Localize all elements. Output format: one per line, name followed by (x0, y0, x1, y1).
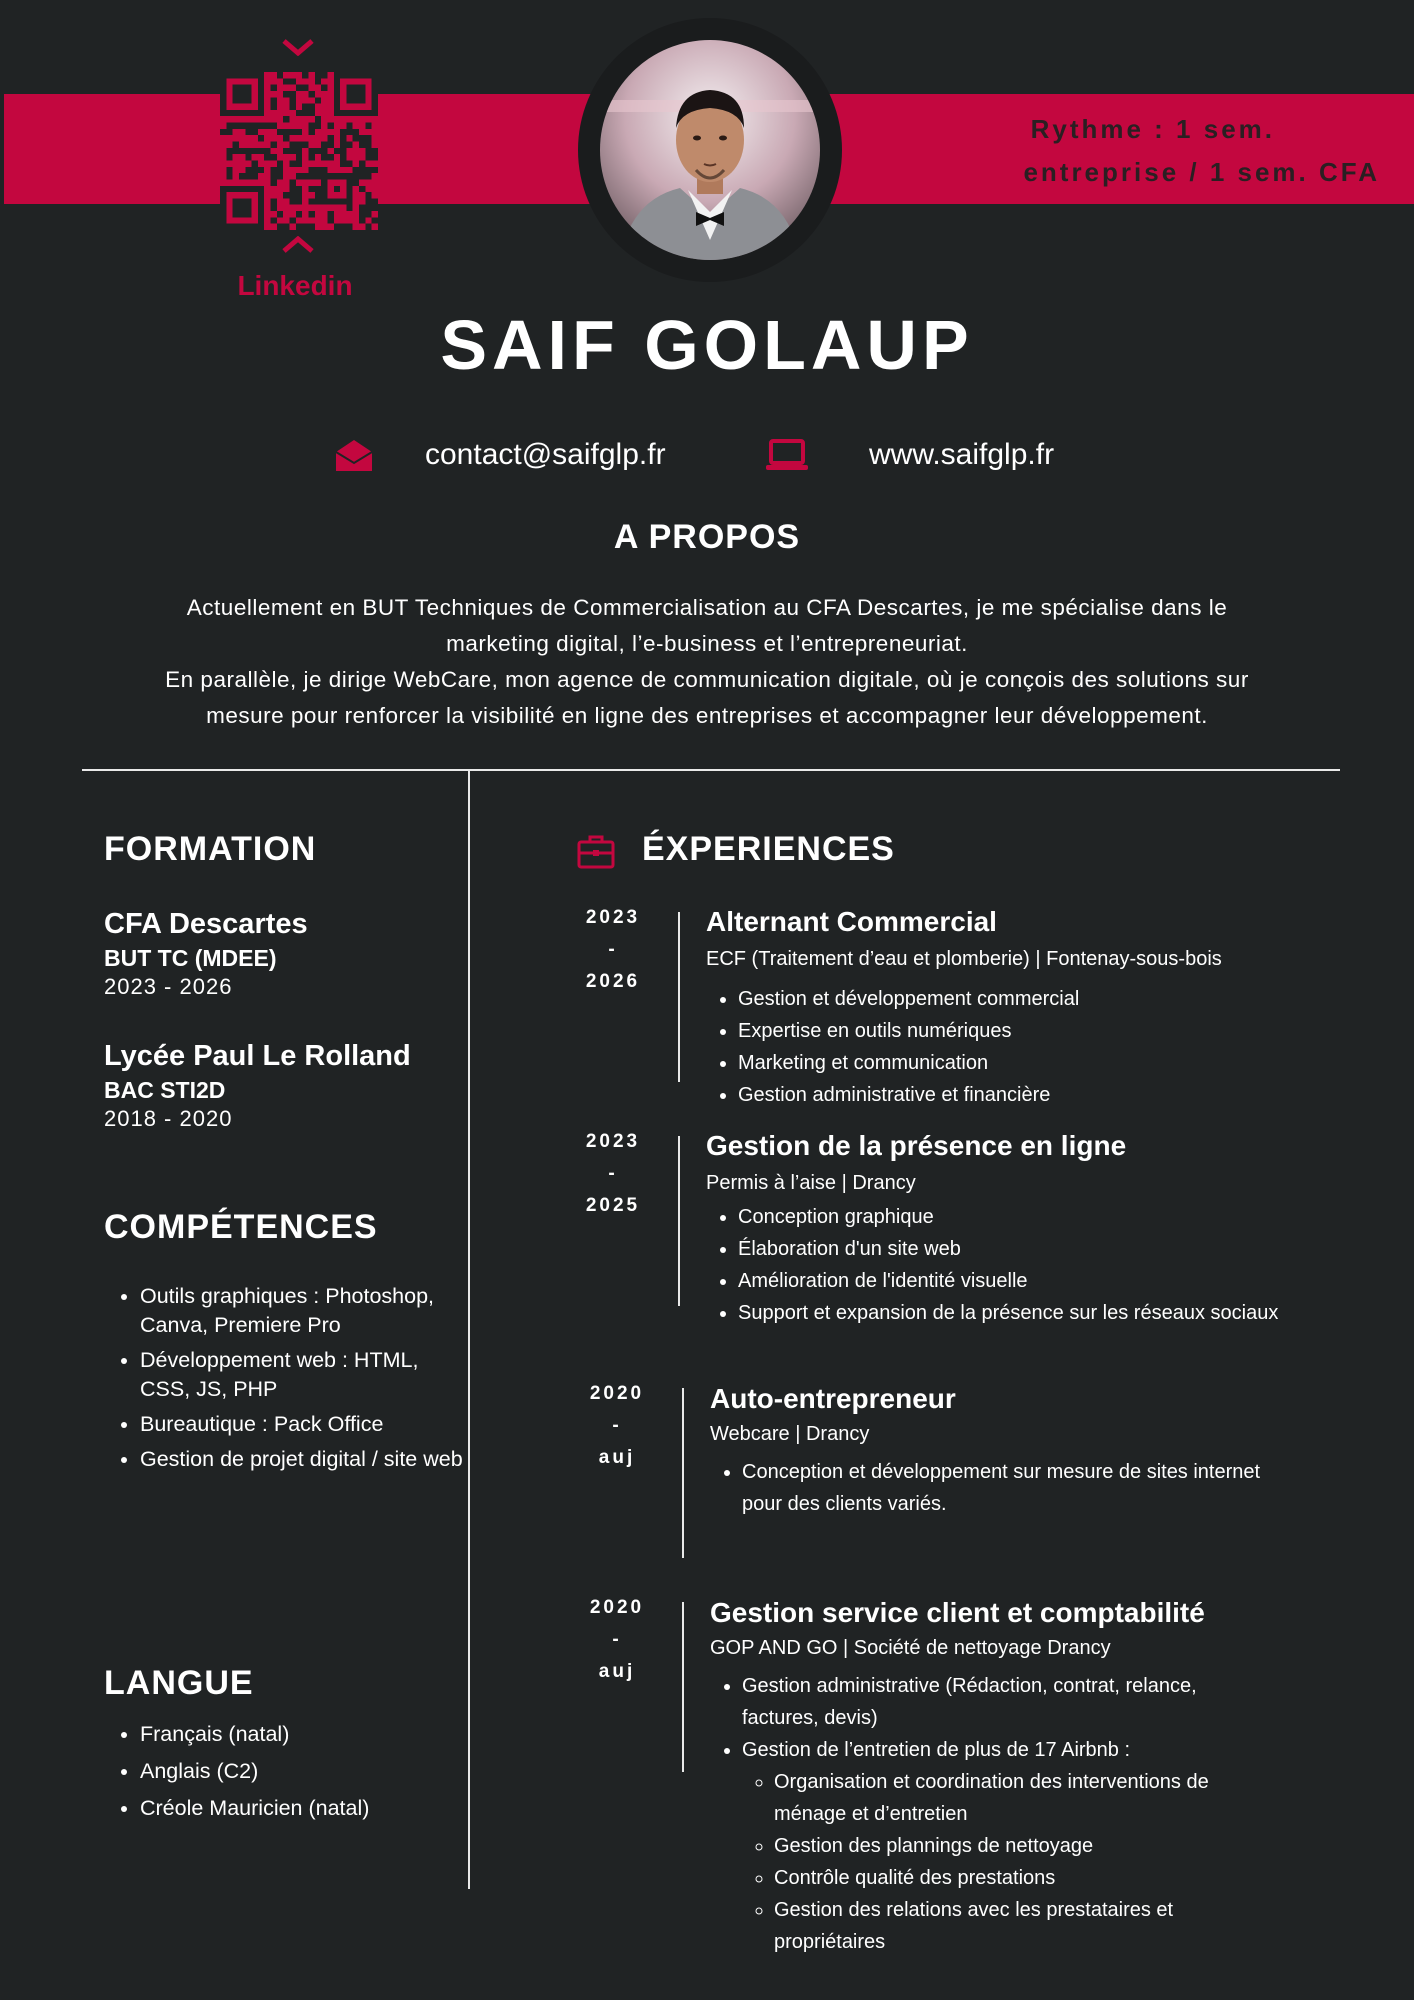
list-item: • Support et expansion de la présence sur les réseaux sociaux (738, 1297, 1346, 1329)
exp-company: ECF (Traitement d’eau et plomberie) | Fontenay-sous-bois (706, 948, 1222, 970)
laptop-icon (765, 438, 809, 472)
linkedin-qr-code[interactable] (220, 72, 378, 230)
exp-company: Webcare | Drancy (710, 1423, 870, 1445)
rythme-line-2: entreprise / 1 sem. CFA (1023, 157, 1380, 187)
email-contact[interactable] (333, 430, 666, 480)
list-item: • Français (natal) (140, 1716, 454, 1753)
competences-title: COMPÉTENCES (104, 1208, 378, 1246)
years: 2018 - 2020 (104, 1106, 233, 1131)
exp-date (568, 1126, 658, 1222)
exp-sep: - (612, 1415, 622, 1436)
list-item: • Marketing et communication (738, 1047, 1346, 1079)
list-item: • Conception graphique (738, 1201, 1346, 1233)
exp-sep: - (608, 1163, 618, 1184)
exp-date (572, 1592, 662, 1688)
apropos-line: Actuellement en BUT Techniques de Commercialisation au CFA Descartes, je me spécialise dans le (186, 595, 1228, 620)
exp-end: 2026 (585, 971, 641, 992)
exp-start: 2020 (589, 1597, 645, 1618)
years: 2023 - 2026 (104, 974, 233, 999)
experience-item (706, 906, 1346, 1111)
list-item: • Gestion et développement commercial (738, 983, 1346, 1015)
list-item: • Élaboration d'un site web (738, 1233, 1346, 1265)
envelope-icon (333, 436, 375, 474)
exp-title: Auto-entrepreneur (710, 1383, 956, 1414)
exp-timeline-bar (678, 912, 680, 1082)
horizontal-divider (82, 769, 1340, 771)
list-item: • Amélioration de l'identité visuelle (738, 1265, 1346, 1297)
list-item: • Anglais (C2) (140, 1753, 454, 1790)
exp-timeline-bar (678, 1136, 680, 1306)
list-item: • Gestion de l’entretien de plus de 17 Airbnb : (742, 1734, 1270, 1766)
apropos-title: A PROPOS (613, 518, 801, 556)
langue-list (104, 1716, 454, 1827)
apropos-text (120, 590, 1294, 734)
apropos-line: marketing digital, l’e-business et l’entrepreneuriat. (446, 631, 968, 656)
list-item: • Expertise en outils numériques (738, 1015, 1346, 1047)
exp-company: Permis à l’aise | Drancy (706, 1172, 916, 1194)
list-item: • Bureautique : Pack Office (140, 1410, 464, 1439)
exp-date (568, 902, 658, 998)
rythme-text (960, 108, 1380, 194)
exp-timeline-bar (682, 1388, 684, 1558)
exp-start: 2023 (585, 907, 641, 928)
email-text[interactable]: contact@saifglp.fr (425, 438, 666, 471)
exp-sep: - (608, 939, 618, 960)
exp-timeline-bar (682, 1602, 684, 1772)
candidate-name: SAIF GOLAUP (440, 306, 974, 384)
competences-list (104, 1282, 464, 1480)
list-item: • Conception et développement sur mesure de sites internet pour des clients variés. (742, 1456, 1270, 1520)
website-contact[interactable] (765, 430, 1054, 480)
exp-end: auj (598, 1661, 636, 1682)
list-item: • Gestion de projet digital / site web (140, 1445, 464, 1474)
experience-item (710, 1383, 1270, 1520)
vertical-divider (468, 771, 470, 1889)
exp-title: Gestion service client et comptabilité (710, 1597, 1205, 1628)
exp-title: Alternant Commercial (706, 906, 997, 937)
list-item: • Outils graphiques : Photoshop, Canva, Premiere Pro (140, 1282, 464, 1340)
experience-item (706, 1130, 1346, 1329)
exp-start: 2023 (585, 1131, 641, 1152)
degree: BAC STI2D (104, 1077, 226, 1103)
apropos-line: En parallèle, je dirige WebCare, mon agence de communication digitale, où je conçois des solutions sur (165, 667, 1249, 692)
exp-start: 2020 (589, 1383, 645, 1404)
experiences-title: ÉXPERIENCES (642, 830, 895, 868)
formation-item (104, 908, 308, 1000)
list-item: ◦ Gestion des plannings de nettoyage (774, 1830, 1270, 1862)
degree: BUT TC (MDEE) (104, 945, 277, 971)
linkedin-label[interactable]: Linkedin (237, 270, 353, 301)
list-item: ◦ Organisation et coordination des interventions de ménage et d’entretien (774, 1766, 1270, 1830)
langue-title: LANGUE (104, 1664, 254, 1702)
website-text[interactable]: www.saifglp.fr (869, 438, 1055, 471)
rythme-line-1: Rythme : 1 sem. (1030, 114, 1275, 144)
exp-title: Gestion de la présence en ligne (706, 1130, 1127, 1161)
experience-item (710, 1597, 1270, 1958)
exp-company: GOP AND GO | Société de nettoyage Drancy (710, 1637, 1111, 1659)
apropos-line: mesure pour renforcer la visibilité en ligne des entreprises et accompagner leur développement. (206, 703, 1208, 728)
school-name: CFA Descartes (104, 908, 308, 940)
formation-item (104, 1040, 411, 1132)
list-item: • Gestion administrative et financière (738, 1079, 1346, 1111)
list-item: • Gestion administrative (Rédaction, contrat, relance, factures, devis) (742, 1670, 1270, 1734)
list-item: • Développement web : HTML, CSS, JS, PHP (140, 1346, 464, 1404)
exp-sep: - (612, 1629, 622, 1650)
formation-title: FORMATION (104, 830, 317, 868)
list-item: • Créole Mauricien (natal) (140, 1790, 454, 1827)
exp-end: 2025 (585, 1195, 641, 1216)
school-name: Lycée Paul Le Rolland (104, 1040, 411, 1072)
list-item: ◦ Gestion des relations avec les prestataires et propriétaires (774, 1894, 1270, 1958)
exp-date (572, 1378, 662, 1474)
chevron-up-icon (281, 236, 315, 254)
profile-photo (600, 40, 820, 260)
briefcase-icon (577, 833, 615, 869)
list-item: ◦ Contrôle qualité des prestations (774, 1862, 1270, 1894)
exp-end: auj (598, 1447, 636, 1468)
chevron-down-icon (281, 38, 315, 56)
